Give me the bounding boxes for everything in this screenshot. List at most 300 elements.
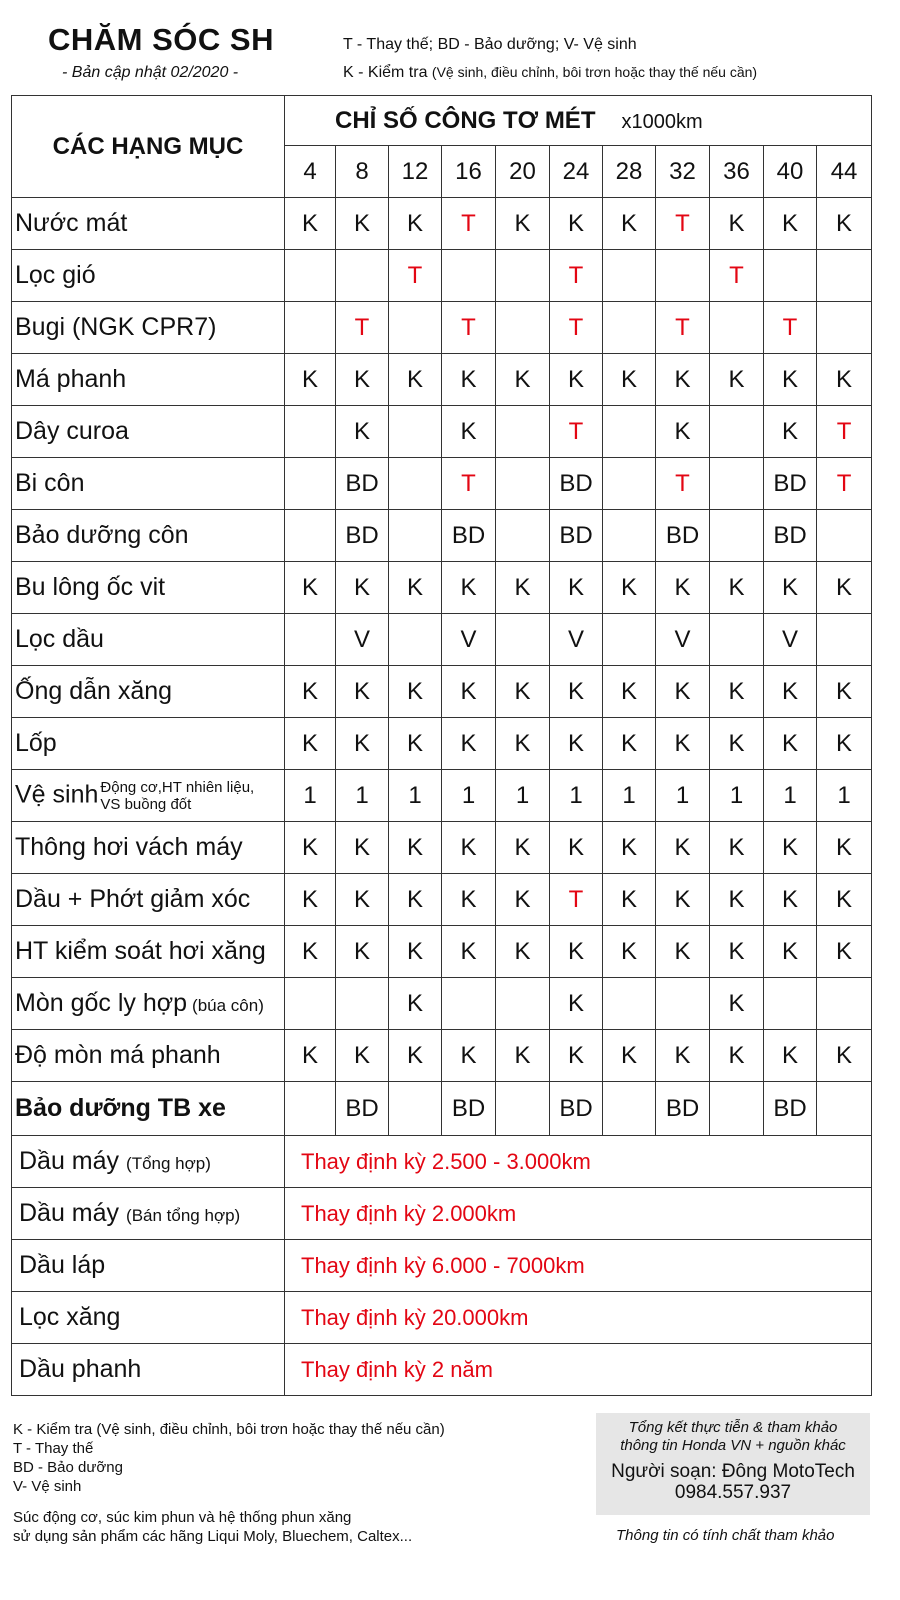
periodic-row [12,1136,872,1188]
author-box-line-1: Tổng kết thực tiễn & tham khảo [628,1419,838,1436]
periodic-interval: Thay định kỳ 6.000 - 7000km [285,1240,872,1292]
author-phone: 0984.557.937 [674,1482,792,1503]
row-label-text: Lọc dầu [15,625,104,653]
table-row [12,614,872,666]
schedule-cell: K [764,666,817,718]
km-column-header: 36 [710,146,764,198]
row-label [12,978,285,1030]
periodic-label-note: (Bán tổng hợp) [126,1206,241,1225]
periodic-label-text: Dầu máy [19,1147,120,1175]
row-label [12,718,285,770]
schedule-cell: BD [764,458,817,510]
schedule-cell: K [603,926,656,978]
row-label [12,874,285,926]
table-row [12,458,872,510]
row-label [12,770,285,822]
schedule-cell: BD [336,1082,389,1136]
schedule-cell: K [764,874,817,926]
schedule-cell: K [496,666,550,718]
schedule-cell: BD [550,1082,603,1136]
schedule-cell [285,250,336,302]
schedule-cell: T [550,250,603,302]
schedule-cell: K [496,926,550,978]
schedule-cell [442,250,496,302]
schedule-cell [285,1082,336,1136]
schedule-cell [710,406,764,458]
schedule-cell: T [817,458,872,510]
table-row [12,978,872,1030]
schedule-cell [710,458,764,510]
row-label [12,562,285,614]
schedule-cell: K [389,666,442,718]
schedule-cell: K [389,978,442,1030]
schedule-cell [285,978,336,1030]
row-label-note-2: VS buồng đốt [100,795,192,813]
schedule-cell: K [817,198,872,250]
schedule-cell: K [710,926,764,978]
row-label [12,510,285,562]
schedule-cell: K [442,822,496,874]
row-label [12,198,285,250]
schedule-cell [496,406,550,458]
schedule-cell: T [550,406,603,458]
schedule-cell [389,302,442,354]
row-label-text: Lốp [15,729,57,757]
schedule-cell [389,614,442,666]
schedule-cell: K [285,198,336,250]
table-row [12,354,872,406]
schedule-cell [710,510,764,562]
schedule-cell [496,1082,550,1136]
schedule-cell: K [817,354,872,406]
km-column-header: 12 [389,146,442,198]
schedule-cell: K [442,718,496,770]
schedule-cell: K [336,666,389,718]
km-column-header: 28 [603,146,656,198]
periodic-interval: Thay định kỳ 20.000km [285,1292,872,1344]
schedule-cell: K [656,354,710,406]
schedule-cell: T [442,198,496,250]
schedule-cell: K [656,718,710,770]
schedule-cell: K [442,406,496,458]
periodic-label [12,1188,285,1240]
schedule-cell: V [550,614,603,666]
schedule-cell: T [764,302,817,354]
schedule-cell: BD [550,510,603,562]
schedule-cell [442,978,496,1030]
schedule-cell: K [285,562,336,614]
schedule-cell: K [389,718,442,770]
schedule-cell: BD [442,510,496,562]
schedule-cell: K [764,562,817,614]
schedule-cell [603,978,656,1030]
periodic-label-text: Dầu máy [19,1199,120,1227]
schedule-cell [710,302,764,354]
schedule-cell [496,302,550,354]
km-column-header: 20 [496,146,550,198]
schedule-cell [817,614,872,666]
page-subtitle: - Bản cập nhật 02/2020 - [62,64,239,81]
disclaimer: Thông tin có tính chất tham khảo [616,1527,835,1544]
category-header: CÁC HẠNG MỤC [12,96,285,198]
schedule-cell: K [603,718,656,770]
schedule-cell: K [496,354,550,406]
table-row [12,198,872,250]
schedule-cell: T [656,302,710,354]
author-name: Người soạn: Đông MotoTech [611,1461,855,1482]
schedule-cell: K [389,1030,442,1082]
schedule-cell: K [336,562,389,614]
schedule-cell [336,978,389,1030]
schedule-cell: 1 [603,770,656,822]
schedule-cell [817,978,872,1030]
schedule-cell: K [603,562,656,614]
schedule-cell: K [442,354,496,406]
periodic-row [12,1240,872,1292]
schedule-cell: T [550,874,603,926]
schedule-cell [285,406,336,458]
row-label [12,1030,285,1082]
periodic-label [12,1344,285,1396]
schedule-cell: K [550,354,603,406]
schedule-cell: BD [656,1082,710,1136]
periodic-row [12,1188,872,1240]
row-label [12,666,285,718]
row-label [12,354,285,406]
schedule-cell: K [764,198,817,250]
table-row [12,1082,872,1136]
schedule-cell: K [603,822,656,874]
schedule-cell: K [656,562,710,614]
row-label [12,614,285,666]
schedule-cell [336,250,389,302]
table-row [12,406,872,458]
schedule-cell: K [442,926,496,978]
schedule-cell [496,978,550,1030]
table-row [12,562,872,614]
row-label-text: Bảo dưỡng côn [15,521,189,549]
km-column-header: 40 [764,146,817,198]
row-label-text: Dầu + Phớt giảm xóc [15,885,251,913]
schedule-cell: K [550,1030,603,1082]
schedule-cell: BD [336,458,389,510]
schedule-cell: K [442,1030,496,1082]
table-row [12,666,872,718]
schedule-cell [603,458,656,510]
schedule-cell [817,302,872,354]
schedule-cell: K [656,874,710,926]
schedule-cell: 1 [817,770,872,822]
schedule-cell: K [710,354,764,406]
schedule-cell: K [764,1030,817,1082]
author-box-line-2: thông tin Honda VN + nguồn khác [620,1437,846,1454]
schedule-cell: K [817,718,872,770]
schedule-cell: K [817,562,872,614]
schedule-cell [710,614,764,666]
schedule-cell: K [285,874,336,926]
footer-legend [13,1420,445,1546]
row-label [12,822,285,874]
schedule-cell: K [550,718,603,770]
periodic-label-text: Dầu láp [19,1251,106,1279]
schedule-cell: K [496,718,550,770]
schedule-cell [710,1082,764,1136]
row-label [12,1082,285,1136]
schedule-cell: V [442,614,496,666]
row-label-text: Mòn gốc ly hợp [15,989,188,1017]
schedule-cell: K [496,1030,550,1082]
periodic-label [12,1292,285,1344]
row-label-text: HT kiểm soát hơi xăng [15,937,266,965]
schedule-cell [389,510,442,562]
schedule-cell [603,302,656,354]
schedule-cell: K [336,354,389,406]
schedule-cell [389,406,442,458]
km-unit: x1000km [621,110,703,133]
periodic-label-text: Lọc xăng [19,1303,121,1331]
schedule-cell: K [496,822,550,874]
table-row [12,770,872,822]
schedule-cell [389,458,442,510]
schedule-cell: K [764,822,817,874]
schedule-cell: K [656,822,710,874]
table-row [12,510,872,562]
schedule-cell: K [496,874,550,926]
periodic-label-text: Dầu phanh [19,1355,142,1383]
schedule-cell: K [603,874,656,926]
periodic-label-note: (Tổng hợp) [126,1154,211,1173]
schedule-cell: BD [764,510,817,562]
schedule-cell: T [710,250,764,302]
km-column-header: 16 [442,146,496,198]
km-column-header: 32 [656,146,710,198]
schedule-cell: K [817,666,872,718]
schedule-cell: T [817,406,872,458]
footer-legend-v: V- Vệ sinh [13,1478,82,1495]
schedule-cell: V [336,614,389,666]
schedule-cell: BD [336,510,389,562]
maintenance-table [11,95,872,1396]
row-label [12,458,285,510]
row-label-text: Dây curoa [15,417,129,445]
legend-line-2-main: K - Kiểm tra [343,64,428,81]
schedule-cell: K [550,926,603,978]
schedule-cell: K [603,666,656,718]
row-label-text: Má phanh [15,365,127,393]
row-label-text: Vệ sinh [15,780,99,809]
schedule-cell: K [550,666,603,718]
schedule-cell: 1 [442,770,496,822]
row-label-text: Độ mòn má phanh [15,1041,221,1069]
km-column-header: 44 [817,146,872,198]
schedule-cell [496,614,550,666]
schedule-cell: 1 [285,770,336,822]
schedule-cell [603,406,656,458]
row-label [12,926,285,978]
schedule-cell: BD [764,1082,817,1136]
schedule-cell: K [442,874,496,926]
schedule-cell: K [285,718,336,770]
schedule-cell: BD [442,1082,496,1136]
schedule-cell: 1 [389,770,442,822]
row-label-text: Thông hơi vách máy [15,833,243,861]
row-label-note-1: Động cơ,HT nhiên liệu, [100,778,255,796]
schedule-cell [817,1082,872,1136]
schedule-cell: K [550,978,603,1030]
schedule-cell [496,510,550,562]
row-label-text: Bảo dưỡng TB xe [15,1094,226,1122]
schedule-cell [603,510,656,562]
schedule-cell: T [442,302,496,354]
schedule-cell: K [817,874,872,926]
schedule-cell: BD [656,510,710,562]
row-label [12,406,285,458]
schedule-cell: K [710,198,764,250]
schedule-cell: K [710,666,764,718]
schedule-cell: K [764,354,817,406]
row-label [12,302,285,354]
row-label [12,250,285,302]
schedule-cell: V [656,614,710,666]
row-label-text: Bi côn [15,469,85,497]
row-label-text: Ống dẫn xăng [15,677,173,705]
km-column-header: 4 [285,146,336,198]
periodic-interval: Thay định kỳ 2 năm [285,1344,872,1396]
row-label-text: Bugi (NGK CPR7) [15,313,217,341]
schedule-cell: K [764,718,817,770]
schedule-cell: 1 [336,770,389,822]
schedule-cell: K [817,926,872,978]
table-row [12,874,872,926]
schedule-cell: T [442,458,496,510]
schedule-cell: K [285,1030,336,1082]
schedule-cell: K [336,406,389,458]
table-row [12,1030,872,1082]
schedule-cell: K [764,926,817,978]
schedule-cell: K [710,874,764,926]
schedule-cell: K [389,874,442,926]
schedule-cell [496,458,550,510]
schedule-cell: K [656,666,710,718]
schedule-cell: K [603,354,656,406]
schedule-cell [603,250,656,302]
periodic-row [12,1344,872,1396]
schedule-cell [656,250,710,302]
schedule-cell: T [389,250,442,302]
schedule-cell: K [710,562,764,614]
schedule-cell: K [285,666,336,718]
schedule-cell [603,1082,656,1136]
schedule-cell: K [817,822,872,874]
schedule-cell [285,458,336,510]
legend-line-2-detail: (Vệ sinh, điều chỉnh, bôi trơn hoặc thay thế nếu cần) [431,64,758,80]
schedule-cell [285,614,336,666]
periodic-row [12,1292,872,1344]
table-row [12,250,872,302]
schedule-cell: 1 [496,770,550,822]
page-title: CHĂM SÓC SH [48,22,274,57]
schedule-cell: K [656,1030,710,1082]
periodic-interval: Thay định kỳ 2.000km [285,1188,872,1240]
schedule-cell: K [550,822,603,874]
schedule-cell: K [550,198,603,250]
schedule-cell [764,978,817,1030]
schedule-cell: K [442,666,496,718]
legend-line-1: T - Thay thế; BD - Bảo dưỡng; V- Vệ sinh [343,36,637,53]
schedule-cell [285,510,336,562]
table-row [12,822,872,874]
schedule-cell [496,250,550,302]
schedule-cell: K [764,406,817,458]
schedule-cell: K [336,1030,389,1082]
schedule-cell [603,614,656,666]
schedule-cell: K [603,1030,656,1082]
schedule-cell: V [764,614,817,666]
schedule-cell: K [710,822,764,874]
schedule-cell: K [656,926,710,978]
schedule-cell: K [550,562,603,614]
schedule-cell: 1 [710,770,764,822]
km-column-header: 24 [550,146,603,198]
schedule-cell: K [710,1030,764,1082]
table-row [12,926,872,978]
schedule-cell: K [336,198,389,250]
schedule-cell: K [389,354,442,406]
footer-legend-k: K - Kiểm tra (Vệ sinh, điều chỉnh, bôi trơn hoặc thay thế nếu cần) [13,1421,445,1438]
schedule-cell: K [389,562,442,614]
periodic-label [12,1240,285,1292]
schedule-cell: K [442,562,496,614]
row-label-text: Nước mát [15,209,128,237]
schedule-cell [764,250,817,302]
schedule-cell: T [656,458,710,510]
periodic-interval: Thay định kỳ 2.500 - 3.000km [285,1136,872,1188]
schedule-cell: K [710,978,764,1030]
schedule-cell: 1 [550,770,603,822]
schedule-cell: T [336,302,389,354]
schedule-cell [817,250,872,302]
schedule-cell [285,302,336,354]
schedule-cell: 1 [656,770,710,822]
schedule-cell: 1 [764,770,817,822]
schedule-cell: K [496,562,550,614]
schedule-cell [656,978,710,1030]
schedule-cell: K [817,1030,872,1082]
row-label-text: Lọc gió [15,261,96,289]
footer-legend-t: T - Thay thế [13,1440,94,1457]
row-label-text: Bu lông ốc vit [15,573,166,601]
schedule-cell: K [389,822,442,874]
km-header-label: CHỈ SỐ CÔNG TƠ MÉT [335,106,596,134]
row-label-note: (búa côn) [192,996,264,1015]
schedule-cell: K [285,354,336,406]
legend-line-2 [343,64,757,82]
schedule-cell: K [710,718,764,770]
schedule-cell: K [336,718,389,770]
km-header [285,96,872,146]
schedule-cell: K [496,198,550,250]
footer-products-line-1: Súc động cơ, súc kim phun và hệ thống phun xăng [13,1509,352,1526]
km-column-header: 8 [336,146,389,198]
schedule-cell: K [656,406,710,458]
schedule-cell: T [550,302,603,354]
table-row [12,302,872,354]
schedule-cell [817,510,872,562]
footer-products-line-2: sử dụng sản phẩm các hãng Liqui Moly, Bluechem, Caltex... [13,1528,413,1545]
table-row [12,718,872,770]
schedule-cell: BD [550,458,603,510]
footer-legend-bd: BD - Bảo dưỡng [13,1459,123,1476]
